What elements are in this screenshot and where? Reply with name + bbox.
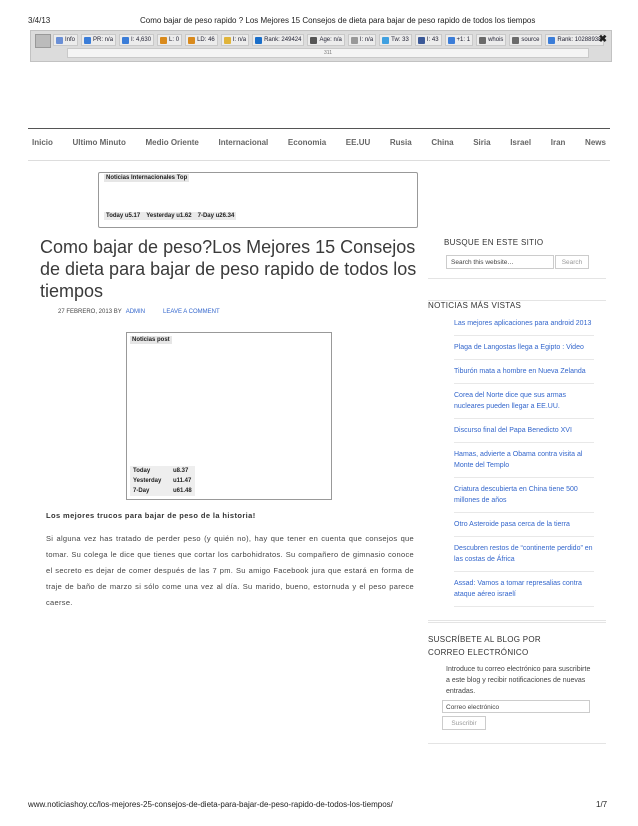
facebook-icon [418, 37, 425, 44]
toolbar-item[interactable] [221, 34, 249, 46]
post-news-widget-title[interactable]: Noticias post [132, 337, 170, 343]
most-viewed-link[interactable]: Plaga de Langostas llega a Egipto : Video [454, 342, 594, 360]
print-date: 3/4/13 [28, 16, 51, 25]
toolbar-item-label: Info [65, 37, 76, 43]
toolbar-item-label: source [521, 37, 540, 43]
toolbar-item-label: I: 43 [426, 37, 439, 43]
stat-value: u11.47 [173, 478, 192, 484]
rank-icon [548, 37, 555, 44]
nav-item[interactable]: EE.UU [345, 138, 371, 147]
subscribe-description: Introduce tu correo electrónico para suscribirte a este blog y recibir notificaciones de nuevas entradas. [446, 666, 591, 695]
stat-yesterday: Yesterday u1.62 [146, 213, 192, 219]
search-heading: BUSQUE EN ESTE SITIO [444, 238, 544, 247]
whois-icon [479, 37, 486, 44]
links-icon [160, 37, 167, 44]
toolbar-items [53, 34, 604, 46]
toolbar-item-label: whois [488, 37, 504, 43]
main-nav [28, 138, 610, 154]
search-input[interactable]: Search this website… [446, 255, 554, 269]
most-viewed-link[interactable]: Otro Asteroide pasa cerca de la tierra [454, 519, 594, 537]
most-viewed-link[interactable]: Discurso final del Papa Benedicto XVI [454, 425, 594, 443]
age-icon [310, 37, 317, 44]
top-news-widget-title[interactable]: Noticias Internacionales Top [106, 175, 188, 181]
most-viewed-link[interactable]: Hamas, advierte a Obama contra visita al Monte del Templo [454, 449, 594, 478]
nav-divider-bottom [28, 160, 610, 161]
toolbar-item-label: I: 4,630 [131, 37, 152, 43]
index2-icon [351, 37, 358, 44]
print-url: www.noticiashoy.cc/los-mejores-25-consejos-de-dieta-para-bajar-de-peso-rapido-de-todos-los-tiempos/ [28, 800, 393, 809]
subscribe-heading: SUSCRÍBETE AL BLOG POR CORREO ELECTRÓNICO [428, 635, 542, 657]
most-viewed-link[interactable]: Tiburón mata a hombre en Nueva Zelanda [454, 366, 594, 384]
toolbar-item-label: Rank: 10288938 [557, 37, 602, 43]
nav-item[interactable]: Israel [510, 138, 532, 147]
stat-value: u61.48 [173, 488, 192, 494]
toolbar-item[interactable] [53, 34, 78, 46]
nav-item[interactable]: Ultimo Minuto [72, 138, 126, 147]
most-viewed-link[interactable]: Las mejores aplicaciones para android 2013 [454, 318, 594, 336]
toolbar-item[interactable] [81, 34, 116, 46]
toolbar-item-label: PR: n/a [93, 37, 114, 43]
toolbar-item[interactable] [545, 34, 604, 46]
toolbar-item[interactable] [415, 34, 442, 46]
toolbar-progress: 311 [67, 48, 589, 58]
gplus-icon [448, 37, 455, 44]
nav-item[interactable]: Economia [287, 138, 327, 147]
most-viewed-list [454, 318, 594, 613]
toolbar-close-icon[interactable]: ✖ [598, 34, 607, 45]
stat-label: Today [133, 468, 151, 474]
most-viewed-link[interactable]: Criatura descubierta en China tiene 500 millones de años [454, 484, 594, 513]
top-news-widget-stats [104, 212, 236, 220]
source-icon [512, 37, 519, 44]
stat-label: 7-Day [133, 488, 150, 494]
post-date: 27 FEBRERO, 2013 BY [58, 309, 122, 315]
toolbar-item-label: I: n/a [359, 37, 374, 43]
toolbar-item-label: +1: 1 [456, 37, 471, 43]
info-icon [56, 37, 63, 44]
toolbar-item[interactable] [476, 34, 506, 46]
post-subtitle: Los mejores trucos para bajar de peso de la historia! [46, 511, 256, 520]
toolbar-item[interactable] [252, 34, 304, 46]
stat-7day: 7-Day u26.34 [197, 213, 235, 219]
post-news-widget-stats [130, 466, 195, 496]
search-widget [428, 228, 606, 279]
leave-comment-link[interactable]: LEAVE A COMMENT [163, 309, 220, 315]
stat-today: Today u5.17 [106, 213, 141, 219]
subscribe-button[interactable]: Suscribir [442, 716, 486, 730]
toolbar-item[interactable] [348, 34, 376, 46]
print-title: Como bajar de peso rapido ? Los Mejores 15 Consejos de dieta para bajar de peso rapido de todos los tiempos [140, 16, 536, 25]
most-viewed-link[interactable]: Corea del Norte dice que sus armas nucleares pueden llegar a EE.UU. [454, 390, 594, 419]
nav-item[interactable]: News [585, 138, 606, 147]
nav-item[interactable]: Inicio [32, 138, 53, 147]
toolbar-item[interactable] [157, 34, 182, 46]
alexa-icon [255, 37, 262, 44]
pagerank-icon [84, 37, 91, 44]
post-author-link[interactable]: ADMIN [125, 309, 146, 315]
toolbar-item[interactable] [185, 34, 218, 46]
toolbar-item[interactable] [119, 34, 154, 46]
toolbar-item-label: I: n/a [232, 37, 247, 43]
toolbar-item-label: Age: n/a [319, 37, 342, 43]
most-viewed-link[interactable]: Descubren restos de “continente perdido” en las costas de África [454, 543, 594, 572]
stat-label: Yesterday [133, 478, 162, 484]
toolbar-item-label: Rank: 249424 [264, 37, 302, 43]
most-viewed-heading: NOTICIAS MÁS VISTAS [428, 300, 606, 310]
seo-toolbar [30, 30, 612, 62]
toolbar-item-label: Tw: 33 [391, 37, 409, 43]
toolbar-menu-icon[interactable] [35, 34, 51, 48]
post-body: Si alguna vez has tratado de perder peso (y quién no), hay que tener en cuenta que consejos que tomar. Su colega le dice que tienes que cortar los carbohidratos. Su compañero de gimnasio conoce el secreto es dejar de comer después de las 7 pm. Su amigo Facebook jura que estará en forma de traje de baño de marzo si sólo come una vez al día. Su marido, bueno, estornuda y el peso parece caerse. [46, 534, 414, 607]
search-button[interactable]: Search [555, 255, 589, 269]
toolbar-item-label: LD: 46 [197, 37, 215, 43]
twitter-icon [382, 37, 389, 44]
post-title: Como bajar de peso?Los Mejores 15 Consejos de dieta para bajar de peso rapido de todos los tiempos [40, 237, 417, 301]
toolbar-item[interactable] [379, 34, 412, 46]
toolbar-item[interactable] [307, 34, 344, 46]
nav-item[interactable]: China [431, 138, 454, 147]
nav-divider [28, 128, 610, 129]
print-page-number: 1/7 [596, 800, 608, 809]
toolbar-item[interactable] [445, 34, 474, 46]
toolbar-item[interactable] [509, 34, 542, 46]
most-viewed-link[interactable]: Assad: Vamos a tomar represalias contra ataque aéreo israelí [454, 578, 594, 607]
bing-index-icon [224, 37, 231, 44]
nav-item[interactable]: Siria [473, 138, 491, 147]
stat-value: u8.37 [173, 468, 189, 474]
email-field[interactable]: Correo electrónico [442, 700, 590, 713]
post-meta [58, 309, 220, 315]
nav-item[interactable]: Internacional [218, 138, 269, 147]
nav-item[interactable]: Iran [550, 138, 566, 147]
toolbar-item-label: L: 0 [169, 37, 180, 43]
linkdomain-icon [188, 37, 195, 44]
index-icon [122, 37, 129, 44]
nav-item[interactable]: Medio Oriente [145, 138, 199, 147]
nav-item[interactable]: Rusia [389, 138, 412, 147]
